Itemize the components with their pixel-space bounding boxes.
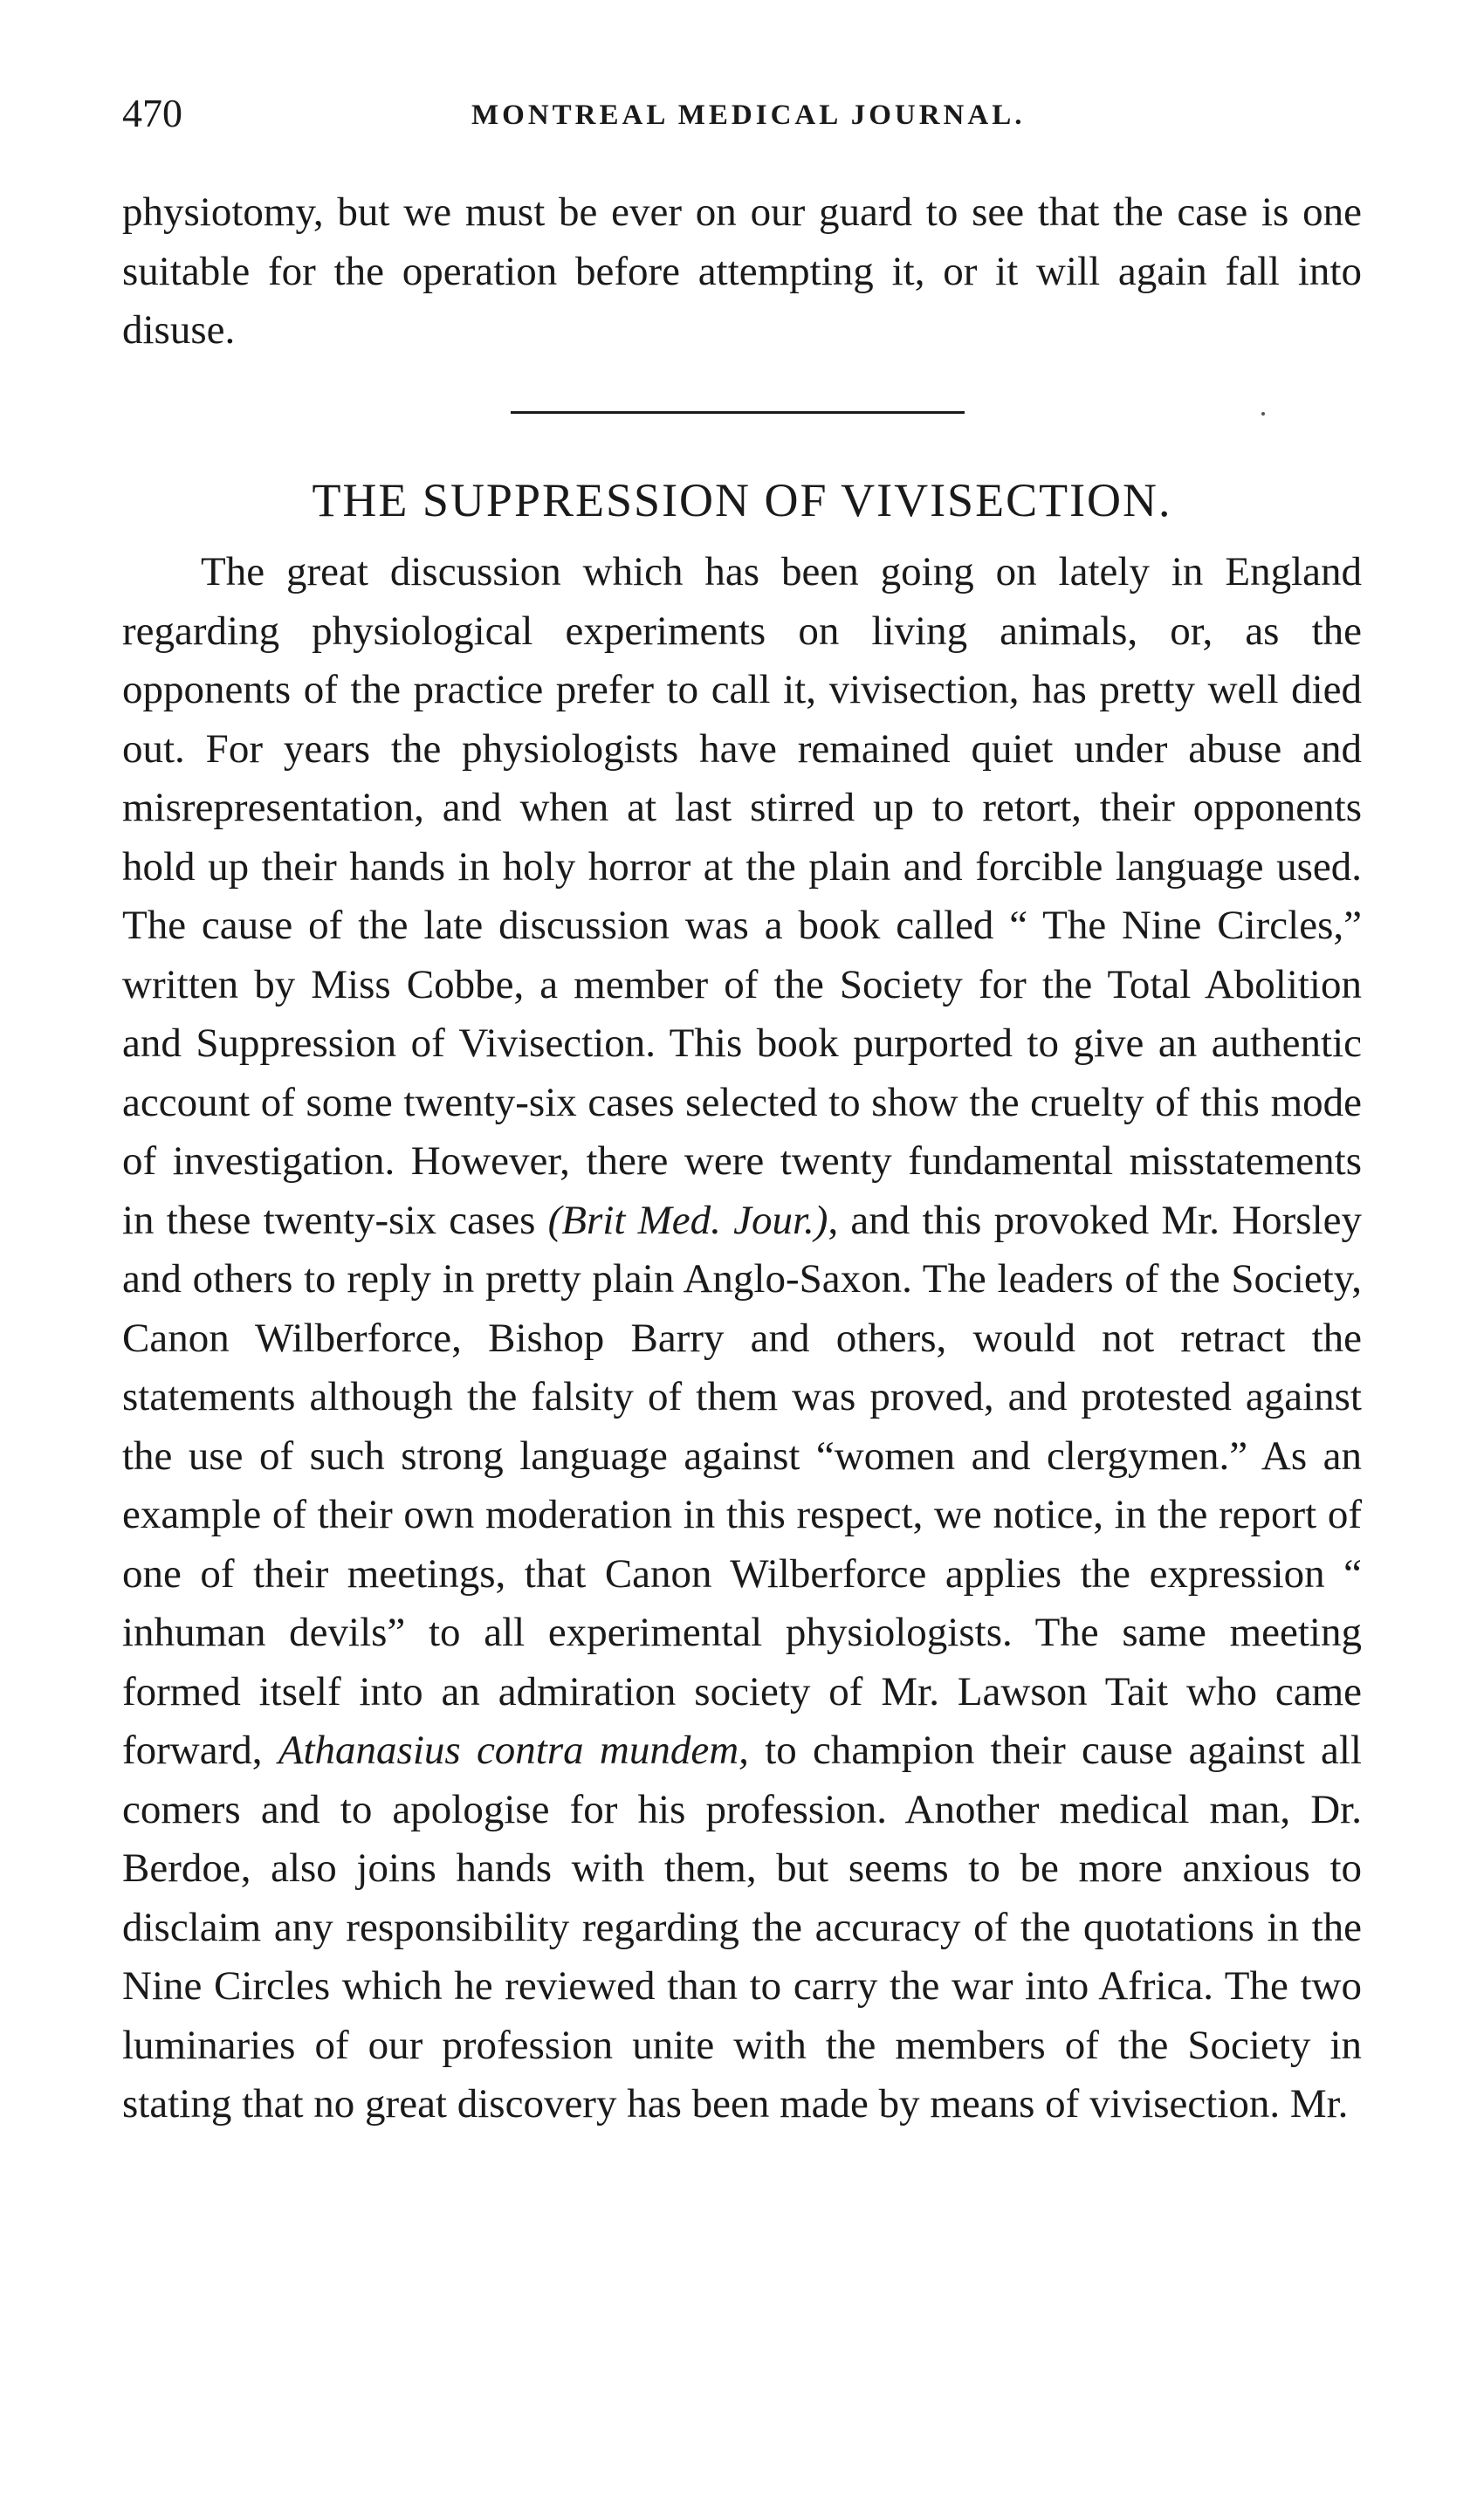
journal-title: MONTREAL MEDICAL JOURNAL.	[471, 100, 1026, 131]
section-heading: THE SUPPRESSION OF VIVISECTION.	[312, 474, 1172, 526]
article-text-part-3: to champion their cause against all comers and to apologise for his profession. Another medical man, Dr. Berdoe, also joins hands with them, but seems to be more anxious to disclaim any responsibility regarding the accuracy of the quotations in the Nine Circles which he reviewed than to carry the war into Africa. The two luminaries of our profession unite with the members of the Society in stating that no great discovery has been made by means of vivisection. Mr.	[122, 1728, 1362, 2127]
article-text-part-2: , and this provoked Mr. Horsley and others to reply in pretty plain Anglo-Saxon. The leaders of the Society, Canon Wilberforce, Bishop Barry and others, would not retract the statements although the falsity of them was proved, and protested against the use of such strong language against “women and clergymen.” As an example of their own moderation in this respect, we notice, in the report of one of their meetings, that Canon Wilberforce applies the expression “ inhuman devils” to all experimental physiologists. The same meeting formed itself into an admiration society of Mr. Lawson Tait who came forward,	[122, 1197, 1363, 1773]
page-number: 470	[122, 91, 182, 135]
latin-phrase: Athanasius contra mundem,	[278, 1728, 749, 1773]
print-speck	[1261, 412, 1265, 416]
running-head	[122, 87, 1379, 140]
intro-paragraph: physiotomy, but we must be ever on our guard to see that the case is one suitable for the operation before attempting it, or it will again fall into disuse.	[122, 189, 1362, 353]
article-paragraph	[122, 543, 1362, 2134]
section-divider	[511, 411, 965, 414]
article-text-part-1: The great discussion which has been going on lately in England regarding physiological experiments on living animals, or, as the opponents of the practice prefer to call it, vivisection, has pretty well died out. For years the physiologists have remained quiet under abuse and misrepresentation, and when at last stirred up to retort, their opponents hold up their hands in holy horror at the plain and forcible language used. The cause of the late discussion was a book called “ The Nine Circles,” written by Miss Cobbe, a member of the Society for the Total Abolition and Suppression of Vivisection. This book purported to give an authentic account of some twenty-six cases selected to show the cruelty of this mode of investigation. However, there were twenty fundamental misstatements in these twenty-six cases	[122, 549, 1362, 1243]
citation-brit-med-jour: (Brit Med. Jour.)	[547, 1197, 828, 1243]
